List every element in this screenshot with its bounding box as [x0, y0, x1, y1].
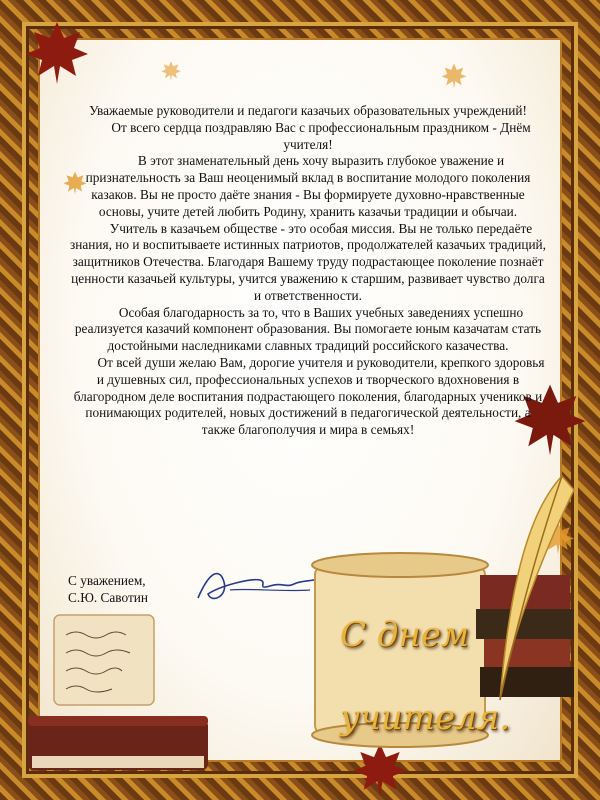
- maple-leaf-icon: [440, 62, 468, 90]
- signoff-closing: С уважением,: [68, 573, 146, 588]
- letter-salutation: Уважаемые руководители и педагоги казачьих образовательных учреждений!: [89, 103, 527, 118]
- greeting-line-2: учителя.: [340, 698, 511, 738]
- maple-leaf-icon: [160, 60, 182, 82]
- letter-paragraph: От всего сердца поздравляю Вас с профессиональным праздником - Днём учителя!: [111, 119, 531, 152]
- quill-pen-icon: [470, 470, 580, 730]
- letter-paragraph: В этот знаменательный день хочу выразить глубокое уважение и признательность за Ваш неоценимый вклад в воспитание молодого поколения казаков. Вы не просто даёте знания - Вы формируете духовно-нравственные основы, учите детей любить Родину, хранить казачьи традиции и обычаи.: [85, 153, 531, 219]
- signoff: [68, 572, 148, 606]
- letter-paragraph: Особая благодарность за то, что в Ваших учебных заведениях успешно реализуется казачий компонент образования. Вы помогаете юным казачатам стать достойными наследниками славных традиций российского казачества.: [74, 304, 542, 354]
- letter-paragraph: От всей души желаю Вам, дорогие учителя и руководители, крепкого здоровья и душевных сил, профессиональных успехов и творческого вдохновения в благородном деле воспитания подрастающего поколения, благодарных учеников и понимающих родителей, новых достижений в педагогической деятельности, а также благополучия и мира в семьях!: [73, 354, 545, 438]
- signoff-name: С.Ю. Савотин: [68, 590, 148, 605]
- letter-paragraph: Учитель в казачьем обществе - это особая миссия. Вы не только передаёте знания, но и воспитываете истинных патриотов, продолжателей казачьих традиций, защитников Отечества. Благодаря Вашему труду подрастающее поколение познаёт ценности казачьей культуры, учится уважению к старшим, развивает чувство долга и ответственности.: [70, 220, 546, 303]
- greeting-line-1: С днем: [340, 615, 470, 655]
- handwritten-scroll: [42, 605, 162, 715]
- maple-leaf-icon: [22, 18, 92, 88]
- old-book: [18, 700, 218, 790]
- letter-body: [68, 103, 548, 439]
